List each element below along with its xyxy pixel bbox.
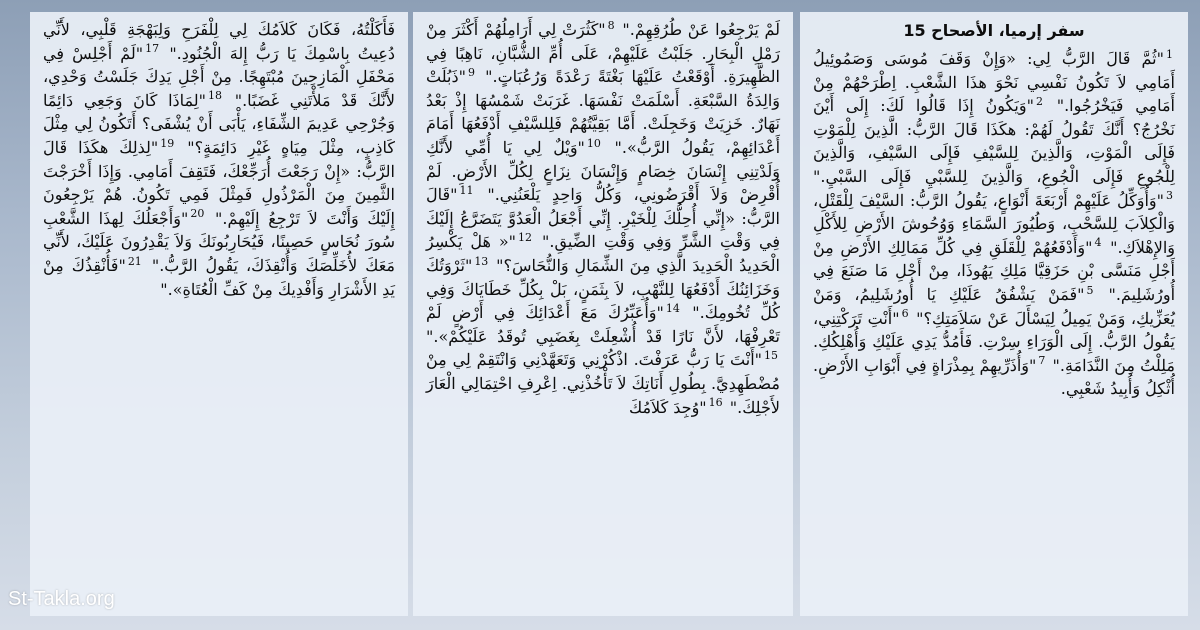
verse-text: "فَمَنْ يَشْفُقُ عَلَيْكِ يَا أُورُشَلِيمُ، وَمَنْ يُعَزِّيكِ، وَمَنْ يَمِيلُ لِيَسْأَلَ عَنْ سَلاَمَتِكِ؟" (813, 284, 1176, 328)
verse-text: "ذَبُلَتْ وَالِدَةُ السَّبْعَةِ. أَسْلَمَتْ نَفْسَهَا. غَرَبَتْ شَمْسُهَا إِذْ بَعْدُ نَهَارٌ. خَزِيَتْ وَخَجِلَتْ. أَمَّا بَقِيَّتُهُمْ فَلِلسَّيْفِ أَدْفَعُهَا أَمَامَ أَعْدَائِهِمْ، يَقُولُ الرَّبُّ»." (426, 67, 781, 157)
verse-text: "وُجِدَ كَلاَمُكَ (628, 397, 707, 417)
verse-number: 18 (208, 89, 223, 103)
verse-number: 9 (467, 65, 475, 79)
verse-number: 19 (160, 136, 175, 150)
verse-number: 21 (127, 254, 142, 268)
verse-text: "أَنْتِ تَرَكْتِنِي، يَقُولُ الرَّبُّ. إِلَى الْوَرَاءِ سِرْتِ. فَأَمُدُّ يَدِي عَلَيْكِ وَأُهْلِكُكِ. مَلِلْتُ مِنَ النَّدَامَةِ." (813, 308, 1175, 375)
verse-number: 12 (518, 231, 533, 245)
verse-number: 6 (901, 307, 909, 321)
verse-number: 15 (764, 348, 778, 362)
verse-text: "لِذلِكَ هكَذَا قَالَ الرَّبُّ: «إِنْ رَجَعْتَ أُرَجِّعْكَ، فَتَقِفَ أَمَامِي. وَإِذَا أَخْرَجْتَ الثَّمِينَ مِنَ الْمَرْذُولِ فَمِثْلَ فَمِي تَكُونُ. هُمْ يَرْجِعُونَ إِلَيْكَ وَأَنْتَ لاَ تَرْجِعُ إِلَيْهِمْ." (43, 137, 395, 228)
verse-text: "وَأُعَبِّرُكَ مَعَ أَعْدَائِكَ فِي أَرْضٍ لَمْ تَعْرِفْهَا، لأَنَّ نَارًا قَدْ أُشْعِلَتْ بِغَضَبِي تُوقَدُ عَلَيْكُمْ»." (426, 303, 780, 346)
verse-number: 16 (708, 396, 723, 410)
verse-number: 7 (1038, 354, 1046, 368)
verse-text: "وَيَكُونُ إِذَا قَالُوا لَكَ: إِلَى أَيْنَ نَخْرُجُ؟ أَنَّكَ تَقُولُ لَهُمْ: هكَذَا قَالَ الرَّبُّ: الَّذِينَ لِلْمَوْتِ فَإِلَى الْمَوْتِ، وَالَّذِينَ لِلسَّيْفِ فَإِلَى السَّيْفِ، وَالَّذِينَ لِلْجُوعِ فَإِلَى الْجُوعِ، وَالَّذِينَ لِلسَّبْيِ فَإِلَى السَّبْيِ." (813, 96, 1175, 186)
column-text (813, 47, 1175, 401)
verse-number: 11 (459, 183, 474, 197)
verse-text: "ثَرْوَتُكَ وَخَزَائِنُكَ أَدْفَعُهَا لِلنَّهْبِ، لاَ بِثَمَنٍ، بَلْ بِكُلِّ خَطَايَاكَ وَفِي كُلِّ تُخُومِكَ." (426, 255, 780, 323)
verse-text: "وَأُوَكِّلُ عَلَيْهِمْ أَرْبَعَةَ أَنْوَاعٍ، يَقُولُ الرَّبُّ: السَّيْفَ لِلْقَتْلِ، وَالْكِلاَبَ لِلسَّحْبِ، وَطُيُورَ السَّمَاءِ وَوُحُوشَ الأَرْضِ لِلأَكْلِ وَالإِهْلاَكِ." (813, 190, 1175, 257)
verse-text: "وَأُذَرِّيهِمْ بِمِذْرَاةٍ فِي أَبْوَابِ الأَرْضِ. أُثْكِلُ وَأُبِيدُ شَعْبِي. (813, 355, 1175, 399)
site-watermark: St-Takla.org (8, 588, 115, 610)
text-column-middle (413, 12, 793, 616)
verse-number: 3 (1166, 189, 1173, 203)
verse-text: "وَأَدْفَعُهُمْ لِلْقَلَقِ فِي كُلِّ مَمَالِكِ الأَرْضِ مِنْ أَجْلِ مَنَسَّى بْنِ حَزَقِيَّا مَلِكِ يَهُوذَا، مِنْ أَجْلِ مَا صَنَعَ فِي أُورُشَلِيمَ." (813, 237, 1176, 304)
verse-text: "فَأُنْقِذُكَ مِنْ يَدِ الأَشْرَارِ وَأَفْدِيكَ مِنْ كَفِّ الْعُتَاةِ»." (43, 255, 395, 299)
verse-number: 13 (474, 254, 489, 268)
chapter-title: سفر إرميا، الأصحاح 15 (903, 21, 1085, 40)
verse-text: "قَالَ الرَّبُّ: «إِنِّي أُحِلُّكَ لِلْخَيْرِ. إِنِّي أَجْعَلُ الْعَدُوَّ يَتَضَرَّعُ إِلَيْكَ فِي وَقْتِ الشَّرِّ وَفِي وَقْتِ الضِّيقِ." (426, 185, 781, 252)
verse-number: 1 (1166, 47, 1173, 61)
verse-text: لَمْ يَرْجِعُوا عَنْ طُرُقِهِمْ." (622, 20, 780, 39)
verse-number: 4 (1094, 236, 1102, 250)
verse-text: "« هَلْ يَكْسِرُ الْحَدِيدُ الْحَدِيدَ الَّذِي مِنَ الشِّمَالِ وَالنُّحَاسَ؟" (426, 232, 780, 275)
column-text (43, 18, 395, 301)
verse-number: 2 (1035, 94, 1043, 108)
verse-text: "أَنْتَ يَا رَبُّ عَرَفْتَ. اذْكُرْنِي وَتَعَهَّدْنِي وَانْتَقِمْ لِي مِنْ مُضْطَهِدِيَّ. بِطُولِ أَنَاتِكَ لاَ تَأْخُذْنِي. اِعْرِفِ احْتِمَالِي الْعَارَ لأَجْلِكَ." (426, 350, 780, 417)
verse-number: 20 (190, 207, 205, 221)
verse-number: 17 (145, 42, 160, 56)
verse-text: فَأَكَلْتُهُ، فَكَانَ كَلاَمُكَ لِي لِلْفَرَحِ وَلِبَهْجَةِ قَلْبِي، لأَنِّي دُعِيتُ بِاسْمِكَ يَا رَبُّ إِلهَ الْجُنُودِ." (43, 20, 395, 63)
verse-text: "لِمَاذَا كَانَ وَجَعِي دَائِمًا وَجُرْحِي عَدِيمَ الشِّفَاءِ، يَأْبَى أَنْ يُشْفَى؟ أَتَكُونُ لِي مِثْلَ كَاذِبٍ، مِثْلَ مِيَاهٍ غَيْرِ دَائِمَةٍ؟" (43, 90, 395, 157)
verse-text: "لَمْ أَجْلِسْ فِي مَحْفَلِ الْمَازِحِينَ مُبْتَهِجًا. مِنْ أَجْلِ يَدِكَ جَلَسْتُ وَحْدِي، لأَنَّكَ قَدْ مَلأْتَنِي غَضَبًا." (43, 43, 395, 110)
verse-text: "وَأَجْعَلُكَ لِهذَا الشَّعْبِ سُورَ نُحَاسٍ حَصِينًا، فَيُحَارِبُونَكَ وَلاَ يَقْدِرُونَ عَلَيْكَ، لأَنِّي مَعَكَ لأُخَلِّصَكَ وَأُنْقِذَكَ، يَقُولُ الرَّبُّ." (43, 208, 396, 275)
verse-number: 14 (665, 301, 680, 315)
verse-text: "وَيْلٌ لِي يَا أُمِّي لأَنَّكِ وَلَدْتِنِي إِنْسَانَ خِصَامٍ وَإِنْسَانَ نِزَاعٍ لِكُلِّ الأَرْضِ. لَمْ أُقْرِضْ وَلاَ أَقْرَضُونِي، وَكُلُّ وَاحِدٍ يَلْعَنُنِي." (426, 137, 780, 205)
verse-number: 5 (1086, 283, 1094, 297)
verse-number: 10 (586, 136, 601, 150)
text-column-left (30, 12, 408, 616)
column-text (426, 18, 780, 419)
verse-text: "كَثُرَتْ لِي أَرَامِلُهُمْ أَكْثَرَ مِنْ رَمْلِ الْبِحَارِ. جَلَبْتُ عَلَيْهِمْ، عَلَى أُمِّ الشُّبَّانِ، نَاهِبًا فِي الظَّهِيرَةِ. أَوْقَعْتُ عَلَيْهَا بَغْتَةً رَعْدَةً وَرُعُبَاتٍ." (426, 20, 780, 87)
text-column-right (800, 12, 1188, 616)
verse-number: 8 (607, 18, 615, 32)
verse-text: "ثُمَّ قَالَ الرَّبُّ لِي: «وَإِنْ وَقَفَ مُوسَى وَصَمُوئِيلُ أَمَامِي لاَ تَكُونُ نَفْسِي نَحْوَ هذَا الشَّعْبِ. اِطْرَحْهُمْ مِنْ أَمَامِي فَيَخْرُجُوا." (813, 49, 1175, 116)
